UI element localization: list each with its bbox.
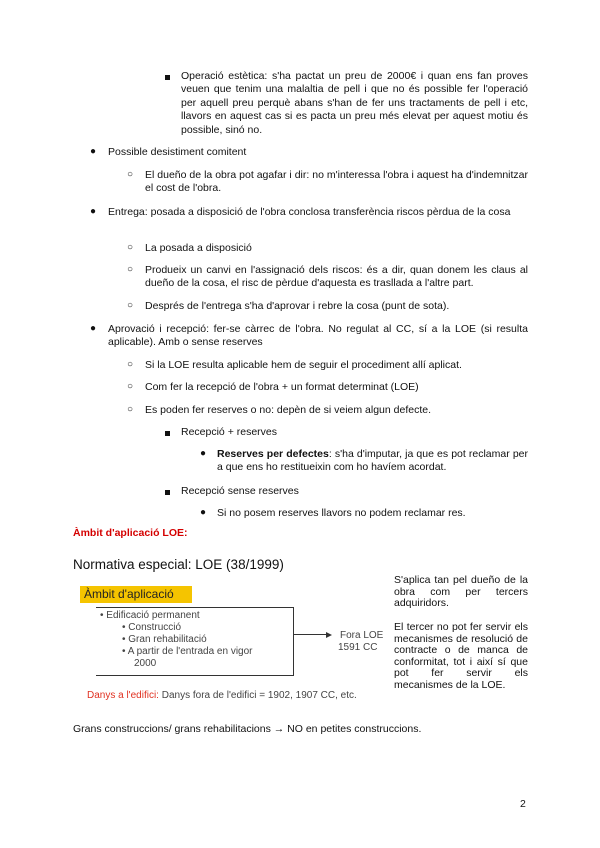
figure-item-apartir: • A partir de l'entrada en vigor: [122, 646, 253, 657]
bullet-icon: ●: [200, 448, 207, 459]
section-title: Àmbit d'aplicació LOE:: [73, 527, 188, 539]
square-bullet-icon: [165, 75, 170, 80]
figure-item-construccio: • Construcció: [122, 622, 182, 633]
figure-arrow-line: [294, 634, 326, 635]
paragraph-recepcio-reserves: Recepció + reserves: [181, 426, 278, 438]
paragraph-aprovacio: Aprovació i recepció: fer-se càrrec de l'obra. No regulat al CC, sí a la LOE (si resulta aplicable). Amb o sense reserves: [108, 323, 528, 349]
figure-fora-cc: 1591 CC: [338, 642, 378, 653]
reserves-defectes-text: : s'ha d'imputar, ja que es pot reclamar per a que ens ho restitueixin com ho havíem acordat.: [217, 448, 528, 474]
figure-danys-rest: Danys fora de l'edifici = 1902, 1907 CC, etc.: [158, 690, 357, 701]
circle-bullet-icon: ○: [127, 359, 134, 370]
paragraph-operacio-estetica: Operació estètica: s'ha pactat un preu de 2000€ i quan ens fan proves veuen que tenim una malaltia de pell i que no és possible fer l'operació per aquell preu perquè abans s'han de fer uns tractaments de pell i etc, llavors en aquest cas si es pacta un preu més elevat per aquest motiu és possible, sinó no.: [181, 70, 528, 136]
paragraph-com-fer: Com fer la recepció de l'obra + un format determinat (LOE): [145, 381, 419, 393]
circle-bullet-icon: ○: [127, 169, 134, 180]
paragraph-recepcio-sense: Recepció sense reserves: [181, 485, 299, 497]
side-note-tercer: El tercer no pot fer servir els mecanismes de resolució de contracte o de manca de conformitat, tot i així sí que pot fer servir els mecanismes de la LOE.: [394, 621, 528, 691]
paragraph-posada: La posada a disposició: [145, 242, 252, 254]
figure-fora-loe: Fora LOE: [340, 630, 384, 641]
bullet-icon: ●: [90, 146, 97, 157]
square-bullet-icon: [165, 490, 170, 495]
paragraph-reserves-defectes: [217, 448, 528, 475]
figure-bracket-top: [96, 607, 294, 608]
circle-bullet-icon: ○: [127, 381, 134, 392]
bullet-icon: ●: [200, 507, 207, 518]
paragraph-entrega: Entrega: posada a disposició de l'obra conclosa transferència riscos pèrdua de la cosa: [108, 206, 511, 218]
figure-danys-red: Danys a l'edifici:: [87, 690, 159, 701]
arrow-right-icon: [326, 632, 332, 638]
figure-item-apartir-year: 2000: [134, 658, 157, 669]
paragraph-dueno-pot: El dueño de la obra pot agafar i dir: no m'interessa l'obra i aquest ha d'indemnitzar el cost de l'obra.: [145, 169, 528, 195]
paragraph-es-poden: Es poden fer reserves o no: depèn de si veiem algun defecte.: [145, 404, 432, 416]
square-bullet-icon: [165, 431, 170, 436]
circle-bullet-icon: ○: [127, 242, 134, 253]
paragraph-produeix: Produeix un canvi en l'assignació dels riscos: és a dir, quan donem les claus al dueño de la cosa, el risc de pèrdue d'aquesta es traslladа a l'altre part.: [145, 264, 528, 290]
paragraph-si-loe: Si la LOE resulta aplicable hem de seguir el procediment allí aplicat.: [145, 359, 462, 371]
paragraph-despres: Després de l'entrega s'ha d'aprovar i rebre la cosa (punt de sota).: [145, 300, 450, 312]
figure-title: Normativa especial: LOE (38/1999): [73, 557, 284, 572]
paragraph-desistiment: Possible desistiment comitent: [108, 146, 247, 158]
figure-item-edificacio: • Edificació permanent: [100, 610, 200, 621]
ambit-highlight-label: Àmbit d'aplicació: [80, 586, 192, 603]
circle-bullet-icon: ○: [127, 264, 134, 275]
bullet-icon: ●: [90, 206, 97, 217]
circle-bullet-icon: ○: [127, 404, 134, 415]
side-note-aplica: S'aplica tan pel dueño de la obra com per tercers adquiridors.: [394, 574, 528, 610]
paragraph-si-no-posem: Si no posem reserves llavors no podem reclamar res.: [217, 507, 466, 519]
figure-bracket-side: [293, 607, 294, 675]
page-number: 2: [520, 798, 526, 810]
figure-danys-line: [87, 690, 357, 702]
reserves-defectes-bold: Reserves per defectes: [217, 448, 329, 460]
bullet-icon: ●: [90, 323, 97, 334]
circle-bullet-icon: ○: [127, 300, 134, 311]
figure-bracket-bottom: [96, 675, 294, 676]
figure-item-gran: • Gran rehabilitació: [122, 634, 207, 645]
paragraph-grans: Grans construccions/ grans rehabilitacions → NO en petites construccions.: [73, 723, 422, 735]
